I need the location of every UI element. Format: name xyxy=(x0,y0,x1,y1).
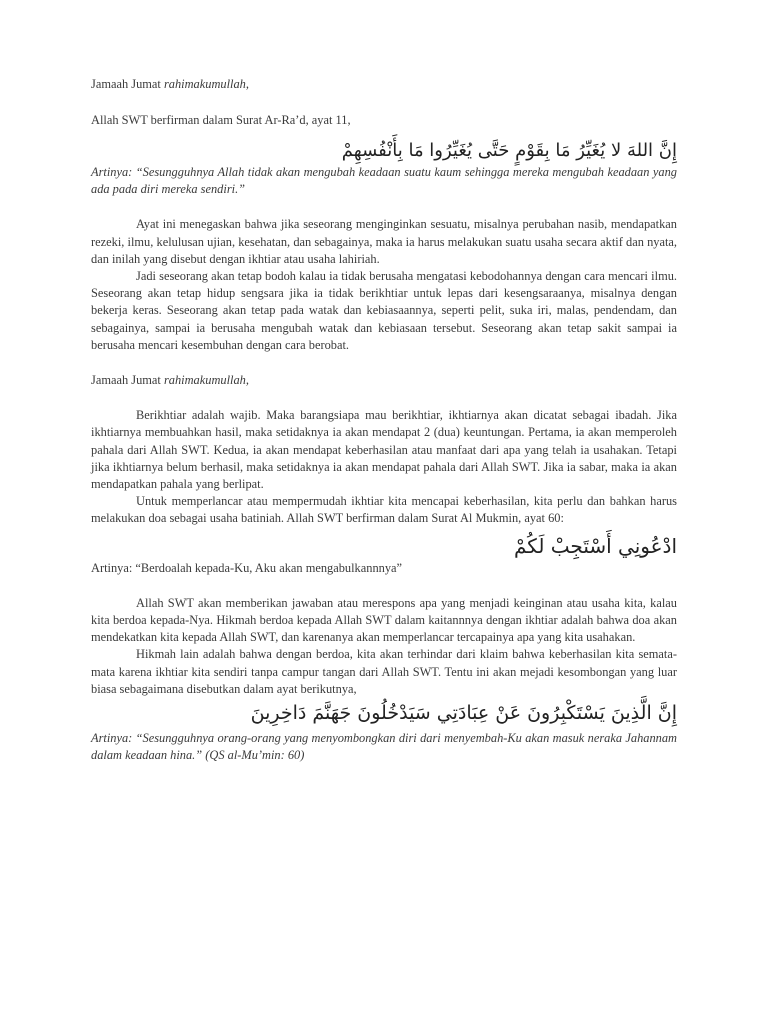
greeting-emphasis: rahimakumullah, xyxy=(163,77,249,91)
translation-2: Artinya: “Berdoalah kepada-Ku, Aku akan mengabulkannnya” xyxy=(91,560,403,575)
greeting-prefix: Jamaah Jumat xyxy=(91,372,164,387)
arabic-verse-1: إِنَّ اللهَ لا يُغَيِّرُ مَا بِقَوْمٍ حَتَّى يُغَيِّرُوا مَا بِأَنْفُسِهِمْ xyxy=(341,140,677,162)
paragraph-3: Berikhtiar adalah wajib. Maka barangsiapa mau berikhtiar, ikhtiarnya akan dicatat sebagai ibadah. Jika ikhtiarnya membuahkan hasil, maka setidaknya ia akan mendapat 2 (dua) keuntungan. Pertama, ia akan memperoleh pahala dari Allah SWT. Kedua, ia akan mendapat keberhasilan atau manfaat dari apa yang telah ia usahakan. Tetapi jika ikhtiarnya belum berhasil, maka setidaknya ia akan mendapat pahala dari Allah SWT. Jika ia sabar, maka ia akan mendapatkan pahala yang berlipat. xyxy=(91,408,677,491)
paragraph-2: Jadi seseorang akan tetap bodoh kalau ia tidak berusaha mengatasi kebodohannya dengan cara mencari ilmu. Seseorang akan tetap hidup sengsara jika ia tidak berikhtiar untuk lepas dari kesengsaraanya, misalnya dengan bekerja keras. Seseorang akan tetap pada watak dan kebiasaannya, seperti pelit, suka iri, malas, pendendam, dan sebagainya, sampai ia berusaha mengubah watak dan kebiasaan tersebut. Seseorang akan tetap sakit sampai ia berusaha mencari kesembuhan dengan cara berobat. xyxy=(91,268,677,352)
arabic-verse-2: ادْعُونِي أَسْتَجِبْ لَكُمْ xyxy=(513,533,677,558)
document-body xyxy=(91,76,677,764)
paragraph-5: Allah SWT akan memberikan jawaban atau merespons apa yang menjadi keinginan atau usaha kita, kalau kita berdoa kepada-Nya. Hikmah berdoa kepada Allah SWT dalam kaitannnya dengan ikhtiar adalah bahwa doa akan mendekatkan kita kepada Allah SWT, dan karenanya akan memperlancar tercapainya apa yang kita usahakan. xyxy=(91,595,677,645)
greeting-repeat xyxy=(91,372,677,389)
paragraph-4: Untuk memperlancar atau mempermudah ikhtiar kita mencapai keberhasilan, kita perlu dan bahkan harus melakukan doa sebagai usaha batiniah. Allah SWT berfirman dalam Surat Al Mukmin, ayat 60: xyxy=(91,494,677,526)
greeting xyxy=(91,76,677,93)
translation-1: Artinya: “Sesungguhnya Allah tidak akan mengubah keadaan suatu kaum sehingga mereka mengubah keadaan yang ada pada diri mereka sendiri.” xyxy=(91,164,677,197)
greeting-prefix: Jamaah Jumat xyxy=(91,77,164,91)
paragraph-6: Hikmah lain adalah bahwa dengan berdoa, kita akan terhindar dari klaim bahwa keberhasilan kita semata-mata karena ikhtiar kita sendiri tanpa campur tangan dari Allah SWT. Tentu ini akan mejadi kesombongan yang luar biasa sebagaimana disebutkan dalam ayat berikutnya, xyxy=(91,647,677,696)
intro-line: Allah SWT berfirman dalam Surat Ar-Ra’d, ayat 11, xyxy=(91,113,351,128)
greeting-emphasis: rahimakumullah, xyxy=(163,372,249,387)
paragraph-1: Ayat ini menegaskan bahwa jika seseorang menginginkan sesuatu, misalnya perubahan nasib, mendapatkan rezeki, ilmu, kelulusan ujian, kesehatan, dan sebagainya, maka ia harus melakukan suatu usaha secara aktif dan nyata, dan inilah yang disebut dengan ikhtiar atau usaha lahiriah. xyxy=(91,217,677,266)
arabic-verse-3: إِنَّ الَّذِينَ يَسْتَكْبِرُونَ عَنْ عِبَادَتِي سَيَدْخُلُونَ جَهَنَّمَ دَاخِرِينَ xyxy=(250,701,677,724)
translation-3: Artinya: “Sesungguhnya orang-orang yang menyombongkan diri dari menyembah-Ku akan masuk neraka Jahannam dalam keadaan hina.” (QS al-Mu’min: 60) xyxy=(91,730,677,762)
